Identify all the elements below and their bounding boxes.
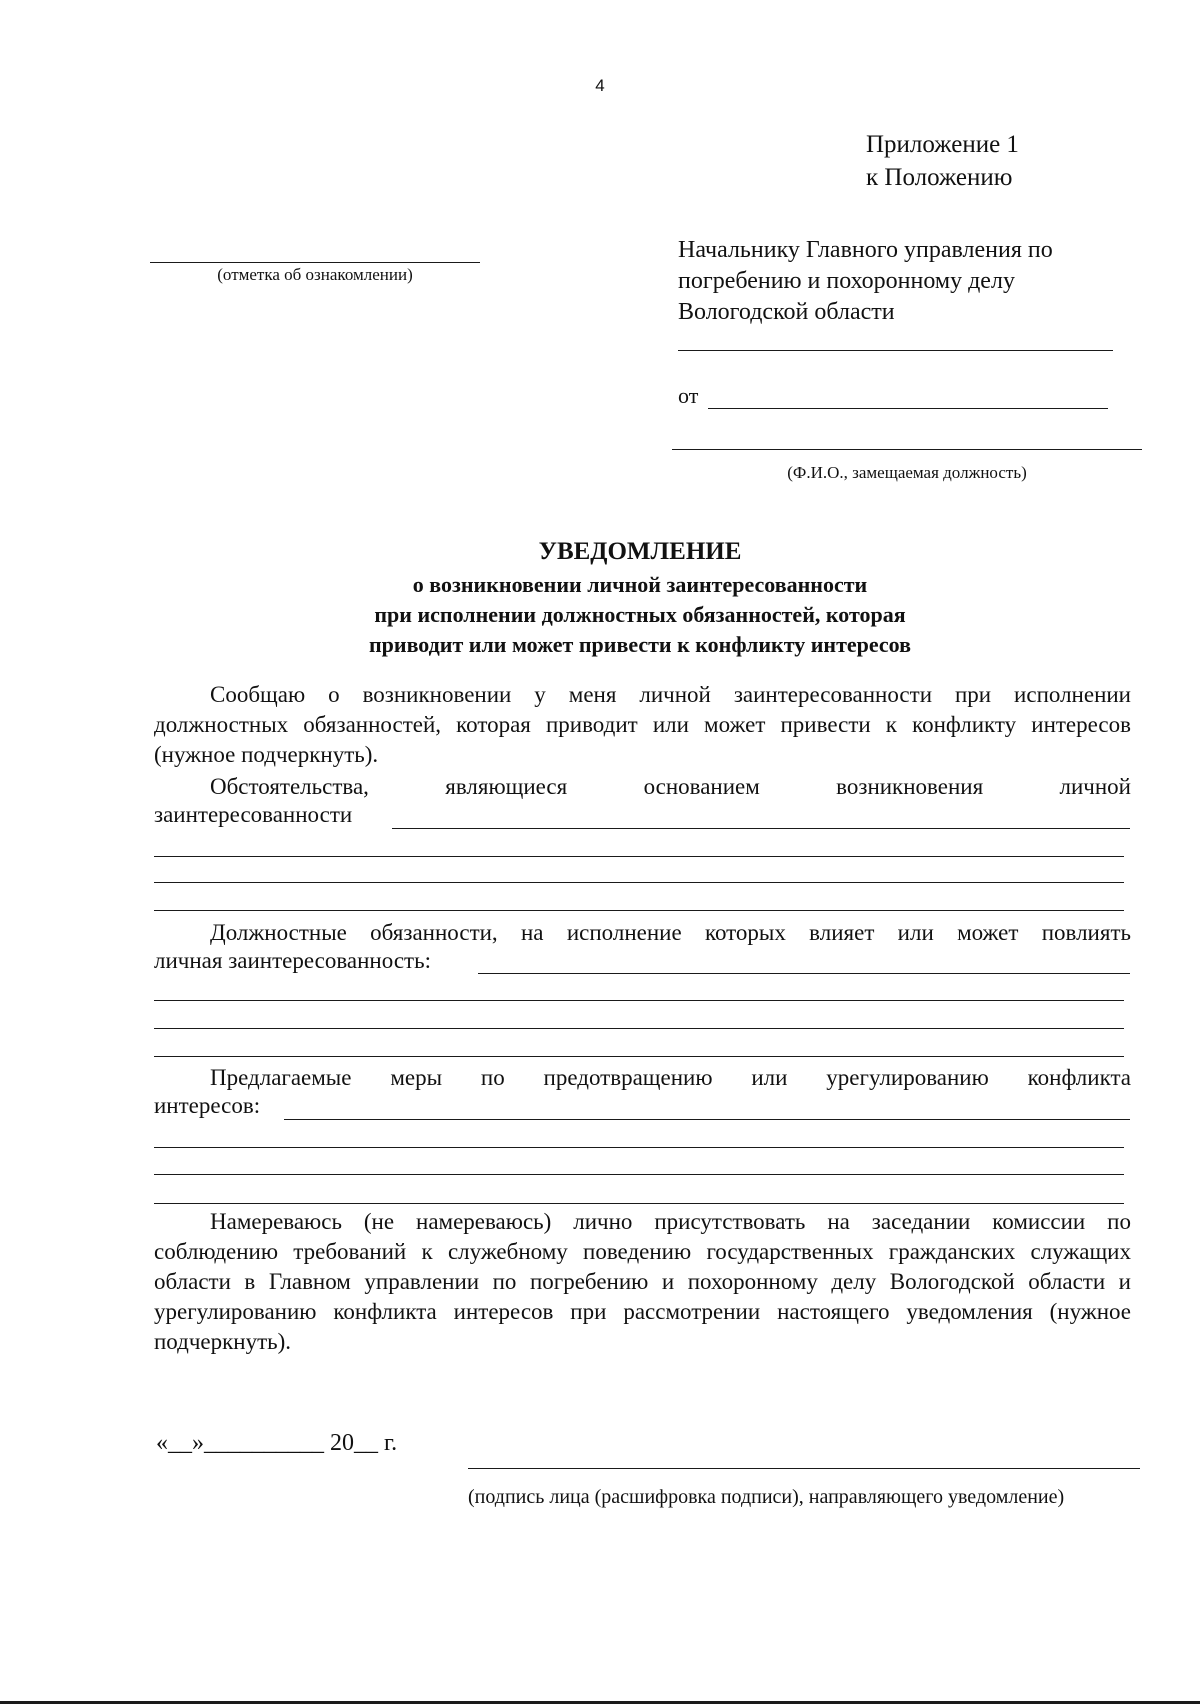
paragraph-duties-line: Должностные обязанности, на исполнение которых влияет или может повлиять	[210, 920, 1131, 945]
signature-caption: (подпись лица (расшифровка подписи), направляющего уведомление)	[468, 1486, 1065, 1508]
date-field: «__»__________ 20__ г.	[156, 1430, 398, 1456]
appendix-heading	[866, 128, 1019, 194]
appendix-line-2: к Положению	[866, 164, 1013, 191]
document-title: УВЕДОМЛЕНИЕ	[538, 538, 742, 565]
addressee-line-3: Вологодской области	[678, 299, 895, 325]
paragraph-measures-line: Предлагаемые меры по предотвращению или урегулированию конфликта	[210, 1065, 1131, 1090]
duties-lead: личная заинтересованность:	[154, 948, 431, 973]
measures-blank-2	[154, 1147, 1124, 1148]
duties-blank-2	[154, 1000, 1124, 1001]
acknowledgment-line	[150, 262, 480, 263]
subtitle-line-3: приводит или может привести к конфликту интересов	[368, 632, 912, 657]
addressee-block	[678, 235, 1118, 328]
paragraph-attendance-intent: Намереваюсь (не намереваюсь) лично присутствовать на заседании комиссии по соблюдению требований к служебному поведению государственных гражданских служащих области в Главном управлении по погребению и похоронному делу Вологодской области и урегулированию конфликта интересов при рассмотрении настоящего уведомления (нужное подчеркнуть).	[154, 1209, 1131, 1354]
circumstances-blank-4	[154, 910, 1124, 911]
measures-blank-1	[284, 1119, 1130, 1120]
fio-blank-line	[672, 449, 1142, 450]
addressee-line-2: погребению и похоронному делу	[678, 268, 1015, 294]
addressee-blank-line	[678, 350, 1113, 351]
page-number: 4	[595, 76, 605, 95]
measures-lead: интересов:	[154, 1093, 261, 1118]
signature-line	[468, 1468, 1140, 1469]
paragraph-circumstances-line: Обстоятельства, являющиеся основанием возникновения личной	[210, 774, 1131, 799]
subtitle-line-1: о возникновении личной заинтересованности	[412, 572, 868, 597]
from-label: от	[678, 383, 699, 408]
from-blank-line	[708, 408, 1108, 409]
circumstances-blank-2	[154, 856, 1124, 857]
fio-caption: (Ф.И.О., замещаемая должность)	[787, 463, 1027, 482]
duties-blank-3	[154, 1028, 1124, 1029]
circumstances-lead: заинтересованности	[154, 802, 353, 827]
subtitle-line-2: при исполнении должностных обязанностей, которая	[374, 602, 906, 627]
addressee-line-1: Начальнику Главного управления по	[678, 237, 1053, 263]
circumstances-blank-3	[154, 882, 1124, 883]
appendix-line-1: Приложение 1	[866, 131, 1019, 158]
measures-blank-3	[154, 1174, 1124, 1175]
document-subtitle	[150, 570, 1130, 660]
circumstances-blank-1	[392, 828, 1130, 829]
duties-blank-1	[478, 973, 1130, 974]
measures-blank-4	[154, 1203, 1124, 1204]
acknowledgment-caption: (отметка об ознакомлении)	[217, 265, 413, 284]
paragraph-interest-notice: Сообщаю о возникновении у меня личной заинтересованности при исполнении должностных обязанностей, которая приводит или может привести к конфликту интересов (нужное подчеркнуть).	[154, 682, 1131, 767]
duties-blank-4	[154, 1056, 1124, 1057]
